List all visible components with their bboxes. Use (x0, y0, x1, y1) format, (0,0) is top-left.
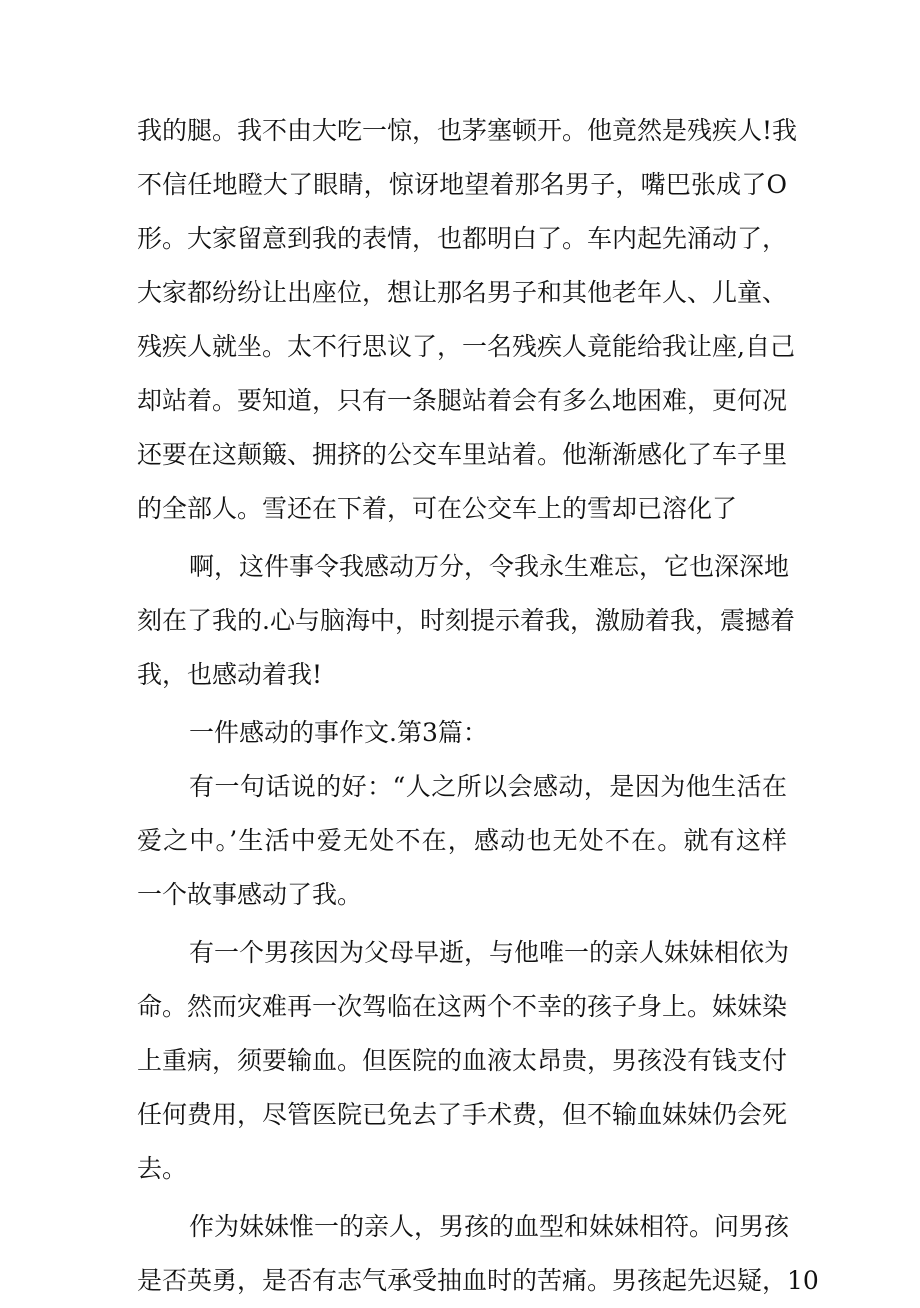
paragraph (137, 926, 790, 1196)
text-line: 一件感动的事作文.第3篇： (189, 718, 488, 747)
text-line: 一个故事感动了我。 (137, 880, 363, 909)
paragraph (137, 1200, 819, 1308)
text-line: 残疾人就坐。太不行思议了，一名残疾人竟能给我让座,自己 (137, 332, 795, 361)
section-heading (137, 706, 787, 760)
document-body (137, 104, 819, 1308)
paragraph (137, 540, 795, 702)
text-line: 我的腿。我不由大吃一惊，也茅塞顿开。他竟然是残疾人!我 (137, 116, 798, 145)
text-line: 大家都纷纷让出座位，想让那名男子和其他老年人、儿童、 (137, 278, 788, 307)
text-line: 作为妹妹惟一的亲人，男孩的血型和妹妹相符。问男孩 (189, 1212, 790, 1241)
paragraph (137, 760, 787, 922)
text-line: 去。 (137, 1154, 188, 1183)
text-line: 啊，这件事令我感动万分，令我永生难忘，它也深深地 (189, 552, 790, 581)
text-line: 是否英勇，是否有志气承受抽血时的苦痛。男孩起先迟疑，10 (137, 1266, 819, 1295)
text-line: 任何费用，尽管医院已免去了手术费，但不输血妹妹仍会死 (137, 1100, 788, 1129)
text-line: 爱之中。’生活中爱无处不在，感动也无处不在。就有这样 (137, 826, 787, 855)
text-line: 不信任地瞪大了眼睛，惊讶地望着那名男子，嘴巴张成了O (137, 170, 787, 199)
text-line: 上重病，须要输血。但医院的血液太昂贵，男孩没有钱支付 (137, 1046, 788, 1075)
text-line: 有一个男孩因为父母早逝，与他唯一的亲人妹妹相依为 (189, 938, 790, 967)
text-line: 还要在这颠簸、拥挤的公交车里站着。他渐渐感化了车子里 (137, 440, 788, 469)
text-line: 刻在了我的.心与脑海中，时刻提示着我，激励着我，震撼着 (137, 606, 795, 635)
text-line: 的全部人。雪还在下着，可在公交车上的雪却已溶化了 (137, 494, 738, 523)
text-line: 形。大家留意到我的表情，也都明白了。车内起先涌动了， (137, 224, 788, 253)
paragraph (137, 104, 798, 536)
text-line: 我，也感动着我! (137, 660, 323, 689)
text-line: 有一句话说的好：“人之所以会感动，是因为他生活在 (189, 772, 787, 801)
text-line: 却站着。要知道，只有一条腿站着会有多么地困难，更何况 (137, 386, 788, 415)
text-line: 命。然而灾难再一次驾临在这两个不幸的孩子身上。妹妹染 (137, 992, 788, 1021)
